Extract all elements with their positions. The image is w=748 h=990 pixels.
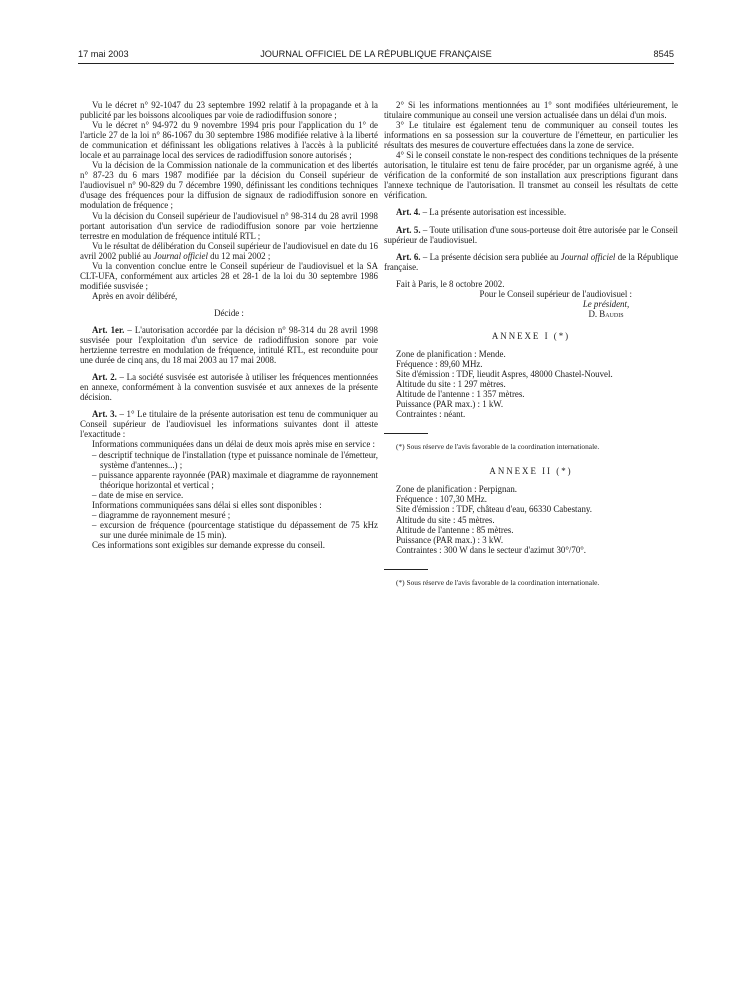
visa-deliberation: Vu le résultat de délibération du Conseil supérieur de l'audiovisuel en date du 16 avril 2002 publié au Journal officiel du 12 mai 2002 ;: [80, 240, 378, 261]
annexe-1-footnote: (*) Sous réserve de l'avis favorable de la coordination internationale.: [396, 442, 600, 452]
visa-decret-92-1047: Vu le décret n° 92-1047 du 23 septembre 1992 relatif à la propagande et à la publicité par les boissons alcooliques par voie de radiodiffusion sonore ;: [80, 100, 378, 121]
header-journal-title: JOURNAL OFFICIEL DE LA RÉPUBLIQUE FRANÇAISE: [260, 49, 492, 59]
article-6: Art. 6. – La présente décision sera publiée au Journal officiel de la République française.: [384, 251, 679, 272]
article-6-label: Art. 6.: [396, 251, 421, 262]
info-sans-delai: Informations communiquées sans délai si elles sont disponibles :: [92, 499, 322, 510]
annexe-line: Zone de planification : Perpignan.: [396, 484, 518, 495]
article-3-point-3: 3° Le titulaire est également tenu de communiquer au conseil toutes les informations en sa possession sur la couverture de l'émetteur, en particulier les résultats des mesures de couverture effectuées dans la zone de service.: [384, 120, 678, 151]
decide-heading: Décide :: [214, 307, 244, 318]
annexe-line: Site d'émission : TDF, lieudit Aspres, 48000 Chastel-Nouvel.: [396, 369, 613, 380]
article-3: Art. 3. – 1° Le titulaire de la présente autorisation est tenu de communiquer au Conseil supérieur de l'audiovisuel les informations suivantes dont il atteste l'exactitude :: [80, 409, 378, 440]
signature-pour: Pour le Conseil supérieur de l'audiovisuel :: [479, 288, 632, 299]
annexe-2-title: ANNEXE II (*): [489, 466, 573, 477]
article-3-point-4: 4° Si le conseil constate le non-respect des conditions techniques de la présente autorisation, le titulaire est tenu de faire procéder, par un organisme agréé, à une vérification de la conformité de son installation aux prescriptions figurant dans l'annexe technique de l'autorisation. Il transmet au conseil les résultats de cette vérification.: [384, 150, 678, 201]
article-5-label: Art. 5.: [396, 224, 421, 235]
article-2-label: Art. 2.: [92, 372, 117, 383]
header-date: 17 mai 2003: [78, 49, 129, 59]
annexe-line: Fréquence : 89,60 MHz.: [396, 358, 483, 369]
article-3-label: Art. 3.: [92, 409, 117, 420]
annexe-line: Contraintes : néant.: [396, 409, 466, 420]
list-mise-en-service: [80, 450, 378, 500]
article-1: Art. 1er. – L'autorisation accordée par la décision n° 98-314 du 28 avril 1998 susvisée pour l'exploitation d'un service de radiodiffusion sonore par voie hertzienne terrestre en modulation de fréquence, intitulé RTL, est reconduite pour une durée de cinq ans, du 18 mai 2003 au 17 mai 2008.: [80, 324, 378, 366]
annexe-line: Contraintes : 300 W dans le secteur d'azimut 30°/70°.: [396, 544, 587, 555]
article-5: Art. 5. – Toute utilisation d'une sous-porteuse doit être autorisée par le Conseil supérieur de l'audiovisuel.: [384, 224, 678, 245]
list-item: – date de mise en service.: [80, 490, 378, 500]
visa-decision-cncl: Vu la décision de la Commission nationale de la communication et des libertés n° 87-23 du 6 mars 1987 modifiée par la décision du Conseil supérieur de l'audiovisuel n° 90-829 du 7 décembre 1990, définissant les conditions techniques d'usage des fréquences pour la diffusion de signaux de radiodiffusion sonore en modulation de fréquence ;: [80, 160, 378, 211]
signature-president: Le président,: [582, 298, 630, 309]
annexe-2-footnote: (*) Sous réserve de l'avis favorable de la coordination internationale.: [396, 577, 600, 587]
apres-deliberation: Après en avoir délibéré,: [92, 290, 178, 301]
annexe-line: Altitude de l'antenne : 1 357 mètres.: [396, 389, 525, 400]
annexe-line: Zone de planification : Mende.: [396, 348, 506, 359]
page-header: [78, 49, 674, 64]
list-item: – excursion de fréquence (pourcentage statistique du dépassement de 75 kHz sur une durée minimale de 15 min).: [80, 520, 378, 540]
footnote-rule: [384, 433, 428, 434]
visa-decision-98-314: Vu la décision du Conseil supérieur de l'audiovisuel n° 98-314 du 28 avril 1998 portant autorisation d'un service de radiodiffusion sonore par voie hertzienne terrestre en modulation de fréquence intitulé RTL ;: [80, 210, 378, 241]
journal-officiel-ref: Journal officiel: [153, 250, 208, 261]
article-2: Art. 2. – La société susvisée est autorisée à utiliser les fréquences mentionnées en annexe, conformément à la convention susvisée et aux annexes de la présente décision.: [80, 372, 378, 403]
right-column: [384, 100, 678, 588]
annexe-2-body: [384, 484, 678, 554]
article-1-label: Art. 1er.: [92, 324, 125, 335]
visa-decret-94-972: Vu le décret n° 94-972 du 9 novembre 1994 pris pour l'application du 1° de l'article 27 de la loi n° 86-1067 du 30 septembre 1986 modifiée relative à la liberté de communication et définissant les obligations relatives à l'accès à la publicité locale et au parrainage local des services de radiodiffusion sonore autorisés ;: [80, 120, 378, 161]
list-item: – puissance apparente rayonnée (PAR) maximale et diagramme de rayonnement théorique horizontal et vertical ;: [80, 470, 378, 490]
annexe-line: Altitude du site : 1 297 mètres.: [396, 379, 506, 390]
annexe-line: Puissance (PAR max.) : 3 kW.: [396, 534, 504, 545]
annexe-line: Site d'émission : TDF, château d'eau, 66330 Cabestany.: [396, 504, 592, 515]
annexe-line: Fréquence : 107,30 MHz.: [396, 494, 487, 505]
fait-a-paris: Fait à Paris, le 8 octobre 2002.: [396, 278, 505, 289]
header-page-number: 8545: [653, 49, 674, 59]
info-deux-mois: Informations communiquées dans un délai de deux mois après mise en service :: [92, 439, 375, 450]
article-4: Art. 4. – La présente autorisation est incessible.: [396, 207, 567, 218]
list-disponibles: [80, 510, 378, 540]
list-item: – descriptif technique de l'installation (type et puissance nominale de l'émetteur, système d'antennes...) ;: [80, 450, 378, 470]
left-column: [80, 100, 378, 550]
article-4-label: Art. 4.: [396, 207, 421, 218]
article-3-point-2: 2° Si les informations mentionnées au 1° sont modifiées ultérieurement, le titulaire communique au conseil une version actualisée dans un délai d'un mois.: [384, 100, 678, 121]
journal-officiel-ref: Journal officiel: [560, 251, 616, 262]
annexe-line: Altitude de l'antenne : 85 mètres.: [396, 524, 514, 535]
annexe-1-title: ANNEXE I (*): [491, 330, 571, 341]
signature-name: D. Baudis: [588, 308, 624, 319]
list-item: – diagramme de rayonnement mesuré ;: [80, 510, 378, 520]
annexe-line: Puissance (PAR max.) : 1 kW.: [396, 399, 504, 410]
visa-convention: Vu la convention conclue entre le Conseil supérieur de l'audiovisuel et la SA CLT-UFA, conformément aux articles 28 et 28-1 de la loi du 30 septembre 1986 modifiée susvisée ;: [80, 260, 378, 291]
footnote-rule: [384, 569, 428, 570]
annexe-1-body: [384, 349, 678, 419]
info-exigibles: Ces informations sont exigibles sur demande expresse du conseil.: [92, 539, 325, 550]
annexe-line: Altitude du site : 45 mètres.: [396, 514, 495, 525]
